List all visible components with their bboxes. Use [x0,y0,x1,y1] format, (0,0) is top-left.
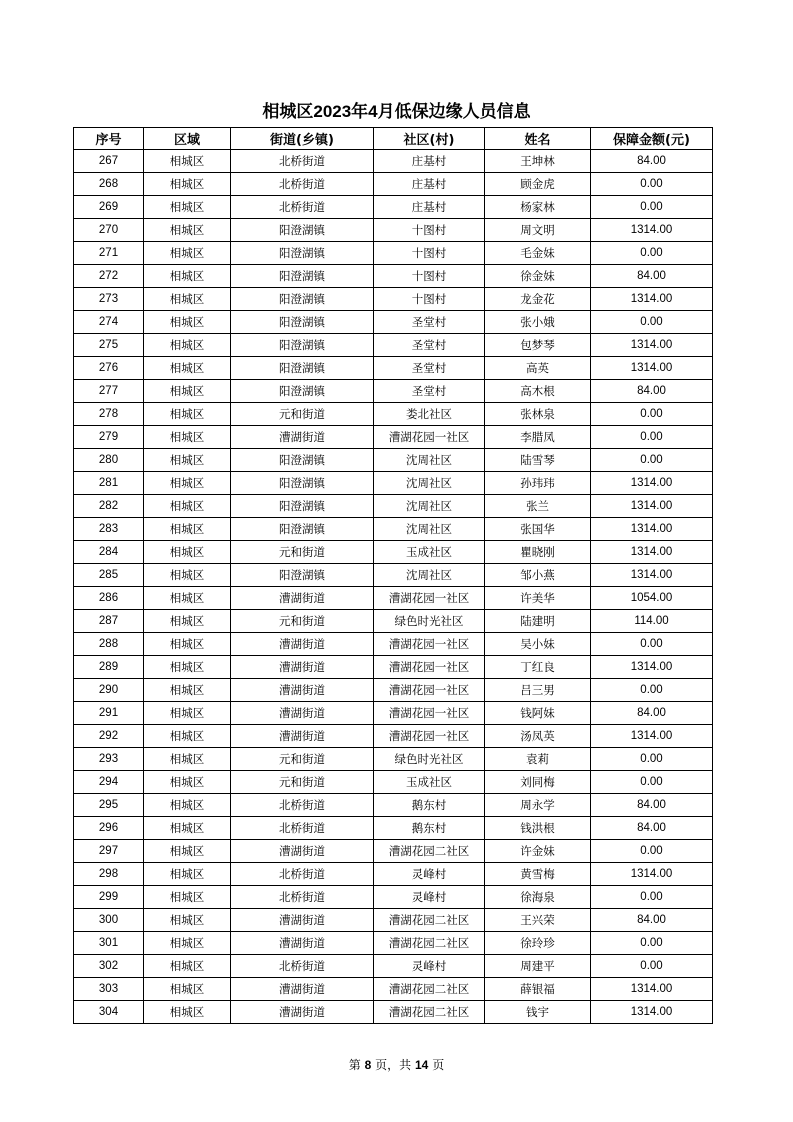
cell-street: 阳澄湖镇 [231,472,374,495]
cell-region: 相城区 [144,633,231,656]
cell-seq: 272 [74,265,144,288]
cell-street: 北桥街道 [231,196,374,219]
cell-amount: 0.00 [591,955,713,978]
cell-name: 高英 [485,357,591,380]
cell-name: 李腊凤 [485,426,591,449]
cell-street: 阳澄湖镇 [231,357,374,380]
cell-region: 相城区 [144,380,231,403]
table-row [74,288,713,311]
cell-community: 玉成社区 [374,771,485,794]
page-title: 相城区2023年4月低保边缘人员信息 [262,102,531,121]
cell-seq: 269 [74,196,144,219]
cell-amount: 1314.00 [591,472,713,495]
cell-region: 相城区 [144,541,231,564]
cell-street: 漕湖街道 [231,932,374,955]
cell-amount: 1314.00 [591,541,713,564]
cell-community: 十图村 [374,242,485,265]
cell-community: 庄基村 [374,196,485,219]
cell-name: 袁莉 [485,748,591,771]
cell-seq: 296 [74,817,144,840]
table-row [74,725,713,748]
cell-community: 鹅东村 [374,794,485,817]
cell-amount: 0.00 [591,403,713,426]
table-row [74,541,713,564]
cell-street: 北桥街道 [231,817,374,840]
cell-street: 漕湖街道 [231,587,374,610]
cell-amount: 0.00 [591,679,713,702]
cell-community: 漕湖花园一社区 [374,426,485,449]
cell-seq: 270 [74,219,144,242]
cell-street: 漕湖街道 [231,679,374,702]
cell-community: 玉成社区 [374,541,485,564]
cell-street: 阳澄湖镇 [231,518,374,541]
cell-region: 相城区 [144,932,231,955]
cell-street: 北桥街道 [231,955,374,978]
cell-seq: 276 [74,357,144,380]
cell-name: 吕三男 [485,679,591,702]
table-row [74,955,713,978]
cell-region: 相城区 [144,564,231,587]
table-body [74,150,713,1024]
cell-name: 周建平 [485,955,591,978]
cell-seq: 291 [74,702,144,725]
cell-seq: 298 [74,863,144,886]
cell-community: 十图村 [374,219,485,242]
cell-name: 汤凤英 [485,725,591,748]
cell-street: 元和街道 [231,610,374,633]
cell-amount: 1314.00 [591,564,713,587]
cell-amount: 0.00 [591,449,713,472]
cell-name: 陆雪琴 [485,449,591,472]
table-row [74,702,713,725]
cell-street: 阳澄湖镇 [231,242,374,265]
table-row [74,403,713,426]
cell-community: 漕湖花园一社区 [374,587,485,610]
table-row [74,518,713,541]
cell-seq: 280 [74,449,144,472]
cell-street: 阳澄湖镇 [231,380,374,403]
cell-community: 圣堂村 [374,334,485,357]
cell-amount: 1314.00 [591,495,713,518]
footer-middle: 页，共 [375,1058,412,1072]
table-header-row [74,128,713,150]
cell-region: 相城区 [144,495,231,518]
cell-community: 灵峰村 [374,955,485,978]
cell-name: 许金妹 [485,840,591,863]
cell-street: 漕湖街道 [231,909,374,932]
cell-region: 相城区 [144,840,231,863]
cell-name: 丁红良 [485,656,591,679]
header-street: 街道(乡镇) [231,128,374,150]
cell-street: 阳澄湖镇 [231,311,374,334]
cell-name: 张小娥 [485,311,591,334]
cell-seq: 295 [74,794,144,817]
cell-community: 鹅东村 [374,817,485,840]
cell-amount: 0.00 [591,932,713,955]
cell-region: 相城区 [144,725,231,748]
cell-name: 钱阿妹 [485,702,591,725]
cell-community: 绿色时光社区 [374,610,485,633]
cell-name: 龙金花 [485,288,591,311]
cell-seq: 285 [74,564,144,587]
table-row [74,1001,713,1024]
table-row [74,794,713,817]
cell-region: 相城区 [144,150,231,173]
cell-region: 相城区 [144,173,231,196]
cell-name: 黄雪梅 [485,863,591,886]
cell-name: 钱宇 [485,1001,591,1024]
cell-region: 相城区 [144,817,231,840]
cell-amount: 84.00 [591,265,713,288]
cell-region: 相城区 [144,955,231,978]
table-row [74,472,713,495]
table-row [74,679,713,702]
cell-name: 王兴荣 [485,909,591,932]
cell-seq: 274 [74,311,144,334]
cell-region: 相城区 [144,334,231,357]
cell-name: 张林泉 [485,403,591,426]
cell-seq: 275 [74,334,144,357]
cell-street: 漕湖街道 [231,1001,374,1024]
cell-name: 陆建明 [485,610,591,633]
cell-amount: 1314.00 [591,518,713,541]
cell-community: 圣堂村 [374,357,485,380]
cell-community: 灵峰村 [374,886,485,909]
table-row [74,265,713,288]
cell-amount: 1314.00 [591,978,713,1001]
table-row [74,564,713,587]
cell-region: 相城区 [144,679,231,702]
cell-community: 沈周社区 [374,564,485,587]
footer-page-number: 8 [364,1058,372,1072]
cell-amount: 0.00 [591,840,713,863]
cell-amount: 1314.00 [591,863,713,886]
cell-amount: 84.00 [591,817,713,840]
table-row [74,587,713,610]
cell-region: 相城区 [144,702,231,725]
table-row [74,817,713,840]
header-community: 社区(村) [374,128,485,150]
cell-seq: 303 [74,978,144,1001]
cell-seq: 293 [74,748,144,771]
cell-name: 杨家林 [485,196,591,219]
cell-seq: 277 [74,380,144,403]
cell-seq: 300 [74,909,144,932]
cell-region: 相城区 [144,472,231,495]
cell-seq: 287 [74,610,144,633]
cell-street: 元和街道 [231,771,374,794]
cell-seq: 292 [74,725,144,748]
cell-amount: 0.00 [591,633,713,656]
footer-suffix: 页 [432,1058,445,1072]
cell-community: 沈周社区 [374,449,485,472]
cell-community: 漕湖花园一社区 [374,633,485,656]
cell-seq: 289 [74,656,144,679]
cell-name: 周永学 [485,794,591,817]
cell-street: 北桥街道 [231,150,374,173]
data-table [73,127,713,1024]
table-row [74,840,713,863]
cell-community: 漕湖花园一社区 [374,702,485,725]
cell-seq: 278 [74,403,144,426]
cell-amount: 0.00 [591,311,713,334]
cell-amount: 0.00 [591,242,713,265]
cell-name: 张兰 [485,495,591,518]
cell-street: 漕湖街道 [231,426,374,449]
cell-region: 相城区 [144,518,231,541]
cell-region: 相城区 [144,610,231,633]
cell-region: 相城区 [144,242,231,265]
cell-seq: 267 [74,150,144,173]
cell-street: 漕湖街道 [231,656,374,679]
cell-seq: 304 [74,1001,144,1024]
cell-street: 漕湖街道 [231,725,374,748]
cell-community: 绿色时光社区 [374,748,485,771]
cell-amount: 1314.00 [591,725,713,748]
cell-street: 阳澄湖镇 [231,449,374,472]
cell-seq: 268 [74,173,144,196]
cell-name: 王坤林 [485,150,591,173]
cell-street: 元和街道 [231,541,374,564]
cell-amount: 1314.00 [591,334,713,357]
cell-amount: 1314.00 [591,357,713,380]
cell-amount: 0.00 [591,426,713,449]
cell-amount: 0.00 [591,196,713,219]
cell-name: 瞿晓刚 [485,541,591,564]
cell-community: 灵峰村 [374,863,485,886]
cell-seq: 290 [74,679,144,702]
cell-name: 张国华 [485,518,591,541]
cell-community: 庄基村 [374,150,485,173]
cell-amount: 84.00 [591,794,713,817]
cell-region: 相城区 [144,265,231,288]
cell-seq: 279 [74,426,144,449]
cell-street: 北桥街道 [231,886,374,909]
cell-seq: 288 [74,633,144,656]
cell-street: 阳澄湖镇 [231,288,374,311]
table-row [74,426,713,449]
cell-region: 相城区 [144,426,231,449]
footer-prefix: 第 [348,1058,361,1072]
cell-name: 吴小妹 [485,633,591,656]
cell-name: 许美华 [485,587,591,610]
cell-region: 相城区 [144,587,231,610]
cell-seq: 283 [74,518,144,541]
cell-street: 阳澄湖镇 [231,265,374,288]
cell-name: 刘同梅 [485,771,591,794]
cell-seq: 294 [74,771,144,794]
cell-street: 北桥街道 [231,173,374,196]
cell-street: 漕湖街道 [231,702,374,725]
table-row [74,932,713,955]
cell-street: 漕湖街道 [231,840,374,863]
cell-amount: 0.00 [591,173,713,196]
header-region: 区域 [144,128,231,150]
cell-region: 相城区 [144,748,231,771]
cell-region: 相城区 [144,288,231,311]
cell-amount: 84.00 [591,380,713,403]
table-row [74,357,713,380]
cell-seq: 282 [74,495,144,518]
cell-community: 漕湖花园一社区 [374,656,485,679]
cell-community: 漕湖花园二社区 [374,1001,485,1024]
cell-community: 沈周社区 [374,518,485,541]
cell-community: 十图村 [374,265,485,288]
cell-community: 漕湖花园一社区 [374,679,485,702]
cell-amount: 114.00 [591,610,713,633]
cell-street: 元和街道 [231,748,374,771]
table-row [74,610,713,633]
cell-amount: 1054.00 [591,587,713,610]
cell-region: 相城区 [144,771,231,794]
cell-seq: 299 [74,886,144,909]
cell-region: 相城区 [144,863,231,886]
cell-amount: 1314.00 [591,219,713,242]
cell-community: 漕湖花园二社区 [374,978,485,1001]
cell-community: 庄基村 [374,173,485,196]
cell-name: 顾金虎 [485,173,591,196]
cell-community: 娄北社区 [374,403,485,426]
cell-region: 相城区 [144,656,231,679]
cell-street: 元和街道 [231,403,374,426]
cell-seq: 286 [74,587,144,610]
cell-community: 圣堂村 [374,311,485,334]
cell-region: 相城区 [144,357,231,380]
cell-amount: 84.00 [591,150,713,173]
cell-region: 相城区 [144,794,231,817]
table-row [74,863,713,886]
cell-seq: 302 [74,955,144,978]
table-row [74,771,713,794]
cell-name: 邹小燕 [485,564,591,587]
cell-street: 阳澄湖镇 [231,219,374,242]
cell-street: 漕湖街道 [231,633,374,656]
table-row [74,150,713,173]
cell-amount: 1314.00 [591,656,713,679]
cell-name: 周文明 [485,219,591,242]
table-row [74,334,713,357]
table-row [74,886,713,909]
header-seq: 序号 [74,128,144,150]
table-row [74,748,713,771]
cell-seq: 297 [74,840,144,863]
header-amount: 保障金额(元) [591,128,713,150]
table-row [74,311,713,334]
cell-street: 阳澄湖镇 [231,564,374,587]
table-row [74,909,713,932]
cell-community: 漕湖花园二社区 [374,932,485,955]
cell-region: 相城区 [144,978,231,1001]
cell-name: 徐金妹 [485,265,591,288]
cell-amount: 0.00 [591,748,713,771]
cell-community: 漕湖花园二社区 [374,909,485,932]
table-row [74,219,713,242]
cell-amount: 0.00 [591,771,713,794]
cell-street: 漕湖街道 [231,978,374,1001]
cell-amount: 84.00 [591,702,713,725]
cell-street: 阳澄湖镇 [231,495,374,518]
cell-name: 钱洪根 [485,817,591,840]
cell-name: 包梦琴 [485,334,591,357]
table-row [74,449,713,472]
table-row [74,242,713,265]
header-name: 姓名 [485,128,591,150]
cell-amount: 1314.00 [591,1001,713,1024]
table-row [74,196,713,219]
cell-amount: 84.00 [591,909,713,932]
cell-name: 孙玮玮 [485,472,591,495]
cell-seq: 301 [74,932,144,955]
cell-region: 相城区 [144,403,231,426]
cell-seq: 273 [74,288,144,311]
cell-region: 相城区 [144,449,231,472]
cell-community: 沈周社区 [374,472,485,495]
cell-seq: 284 [74,541,144,564]
table-row [74,633,713,656]
cell-community: 沈周社区 [374,495,485,518]
cell-community: 圣堂村 [374,380,485,403]
cell-street: 北桥街道 [231,863,374,886]
cell-amount: 0.00 [591,886,713,909]
cell-name: 徐玲珍 [485,932,591,955]
table-row [74,978,713,1001]
cell-name: 高木根 [485,380,591,403]
table-row [74,495,713,518]
cell-region: 相城区 [144,886,231,909]
cell-community: 漕湖花园二社区 [374,840,485,863]
cell-community: 漕湖花园一社区 [374,725,485,748]
cell-region: 相城区 [144,219,231,242]
cell-region: 相城区 [144,909,231,932]
cell-street: 阳澄湖镇 [231,334,374,357]
cell-region: 相城区 [144,1001,231,1024]
table-row [74,380,713,403]
cell-seq: 281 [74,472,144,495]
cell-community: 十图村 [374,288,485,311]
cell-region: 相城区 [144,196,231,219]
cell-name: 薛银福 [485,978,591,1001]
cell-name: 毛金妹 [485,242,591,265]
cell-seq: 271 [74,242,144,265]
cell-amount: 1314.00 [591,288,713,311]
page-footer [0,1056,793,1073]
table-row [74,656,713,679]
cell-street: 北桥街道 [231,794,374,817]
cell-region: 相城区 [144,311,231,334]
footer-total-pages: 14 [415,1058,429,1072]
cell-name: 徐海泉 [485,886,591,909]
table-row [74,173,713,196]
